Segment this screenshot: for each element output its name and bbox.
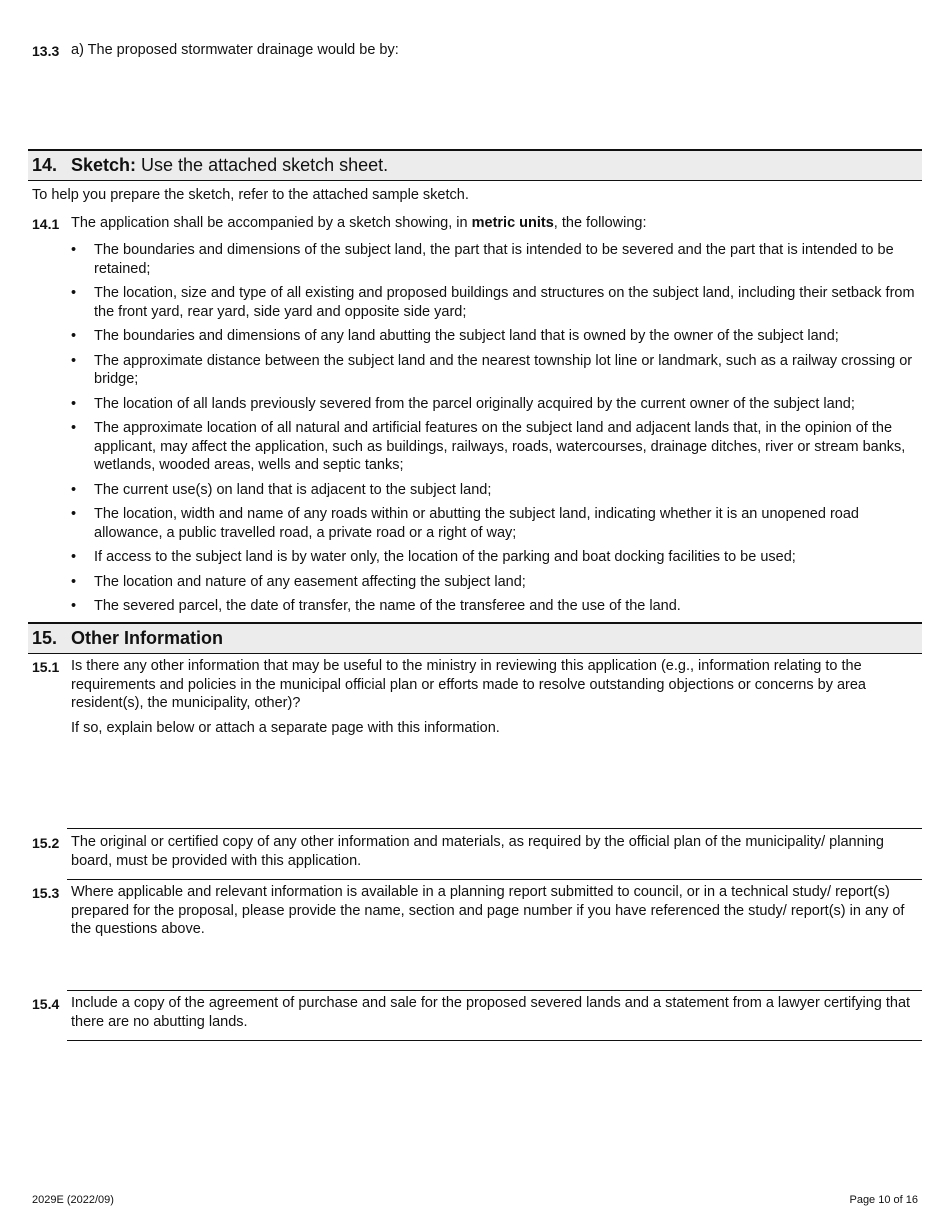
list-item: • The location, size and type of all existing and proposed buildings and structures on the subject land, including their setback from the front yard, rear yard, side yard and opposite side yard;: [71, 284, 922, 321]
question-number-15-3: 15.3: [32, 885, 60, 901]
list-item: • The boundaries and dimensions of any land abutting the subject land that is owned by the owner of the subject land;: [71, 327, 922, 346]
question-15-3-text: Where applicable and relevant information is available in a planning report submitted to council, or in a technical study/ report(s) prepared for the proposal, please provide the name, section and page number if you have referenced the study/ report(s) in any of the questions above.: [71, 884, 905, 937]
section-14-title: [71, 156, 388, 175]
list-item: • The boundaries and dimensions of the subject land, the part that is intended to be severed and the part that is intended to be retained;: [71, 241, 922, 278]
sketch-requirements-list: [71, 241, 922, 622]
list-item: • If access to the subject land is by water only, the location of the parking and boat docking facilities to be used;: [71, 548, 922, 567]
section-14-title-bold: Sketch:: [71, 155, 137, 176]
page-number: Page 10 of 16: [849, 1194, 918, 1206]
question-number-15-4: 15.4: [32, 996, 60, 1012]
list-item: • The location of all lands previously severed from the parcel originally acquired by the current owner of the subject land;: [71, 395, 922, 414]
referenced-reports-answer-area[interactable]: [71, 940, 922, 988]
q14-1-text-after: , the following:: [553, 215, 647, 231]
section-15-title: Other Information: [71, 628, 223, 649]
divider: [67, 828, 922, 829]
question-number-15-1: 15.1: [32, 659, 60, 675]
q14-1-text-bold: metric units: [471, 215, 554, 231]
question-number-15-2: 15.2: [32, 835, 60, 851]
q14-1-text-before: The application shall be accompanied by a sketch showing, in: [71, 215, 472, 231]
question-15-4-text: Include a copy of the agreement of purchase and sale for the proposed severed lands and a statement from a lawyer certifying that there are no abutting lands.: [71, 995, 911, 1030]
section-14-number: 14.: [32, 155, 58, 176]
other-information-answer-area[interactable]: [71, 745, 922, 825]
question-number-13-3: 13.3: [32, 43, 60, 59]
section-14-title-rest: Use the attached sketch sheet.: [136, 155, 389, 176]
list-item: • The severed parcel, the date of transfer, the name of the transferee and the use of the land.: [71, 597, 922, 616]
divider: [67, 990, 922, 991]
divider: [67, 879, 922, 880]
question-15-1-text: Is there any other information that may be useful to the ministry in reviewing this application (e.g., information relating to the requirements and policies in the municipal official plan or efforts made to resolve outstanding objections or concerns by area resident(s), the municipality, other)?: [71, 658, 866, 711]
list-item: • The location and nature of any easement affecting the subject land;: [71, 573, 922, 592]
section-14-intro: To help you prepare the sketch, refer to the attached sample sketch.: [32, 187, 469, 203]
section-15-number: 15.: [32, 628, 58, 649]
list-item: • The location, width and name of any roads within or abutting the subject land, indicating whether it is an unopened road allowance, a public travelled road, a private road or a right of way;: [71, 505, 922, 542]
section-14-header: [28, 149, 922, 181]
list-item: • The current use(s) on land that is adjacent to the subject land;: [71, 481, 922, 500]
list-item: • The approximate location of all natural and artificial features on the subject land and adjacent lands that, in the opinion of the applicant, may affect the application, such as buildings, railways, roads, watercourses, drainage ditches, river or stream banks, wetlands, wooded areas, wells and septic tanks;: [71, 419, 922, 475]
question-15-2-text: The original or certified copy of any other information and materials, as required by the official plan of the municipality/ planning board, must be provided with this application.: [71, 834, 884, 869]
question-13-3-text: a) The proposed stormwater drainage would be by:: [71, 42, 399, 58]
question-14-1-text: [71, 214, 922, 233]
form-id: 2029E (2022/09): [32, 1194, 114, 1206]
list-item: • The approximate distance between the subject land and the nearest township lot line or landmark, such as a railway crossing or bridge;: [71, 352, 922, 389]
question-number-14-1: 14.1: [32, 216, 60, 232]
question-15-1-subtext: If so, explain below or attach a separate page with this information.: [71, 720, 500, 736]
section-15-header: [28, 622, 922, 654]
divider: [67, 1040, 922, 1041]
